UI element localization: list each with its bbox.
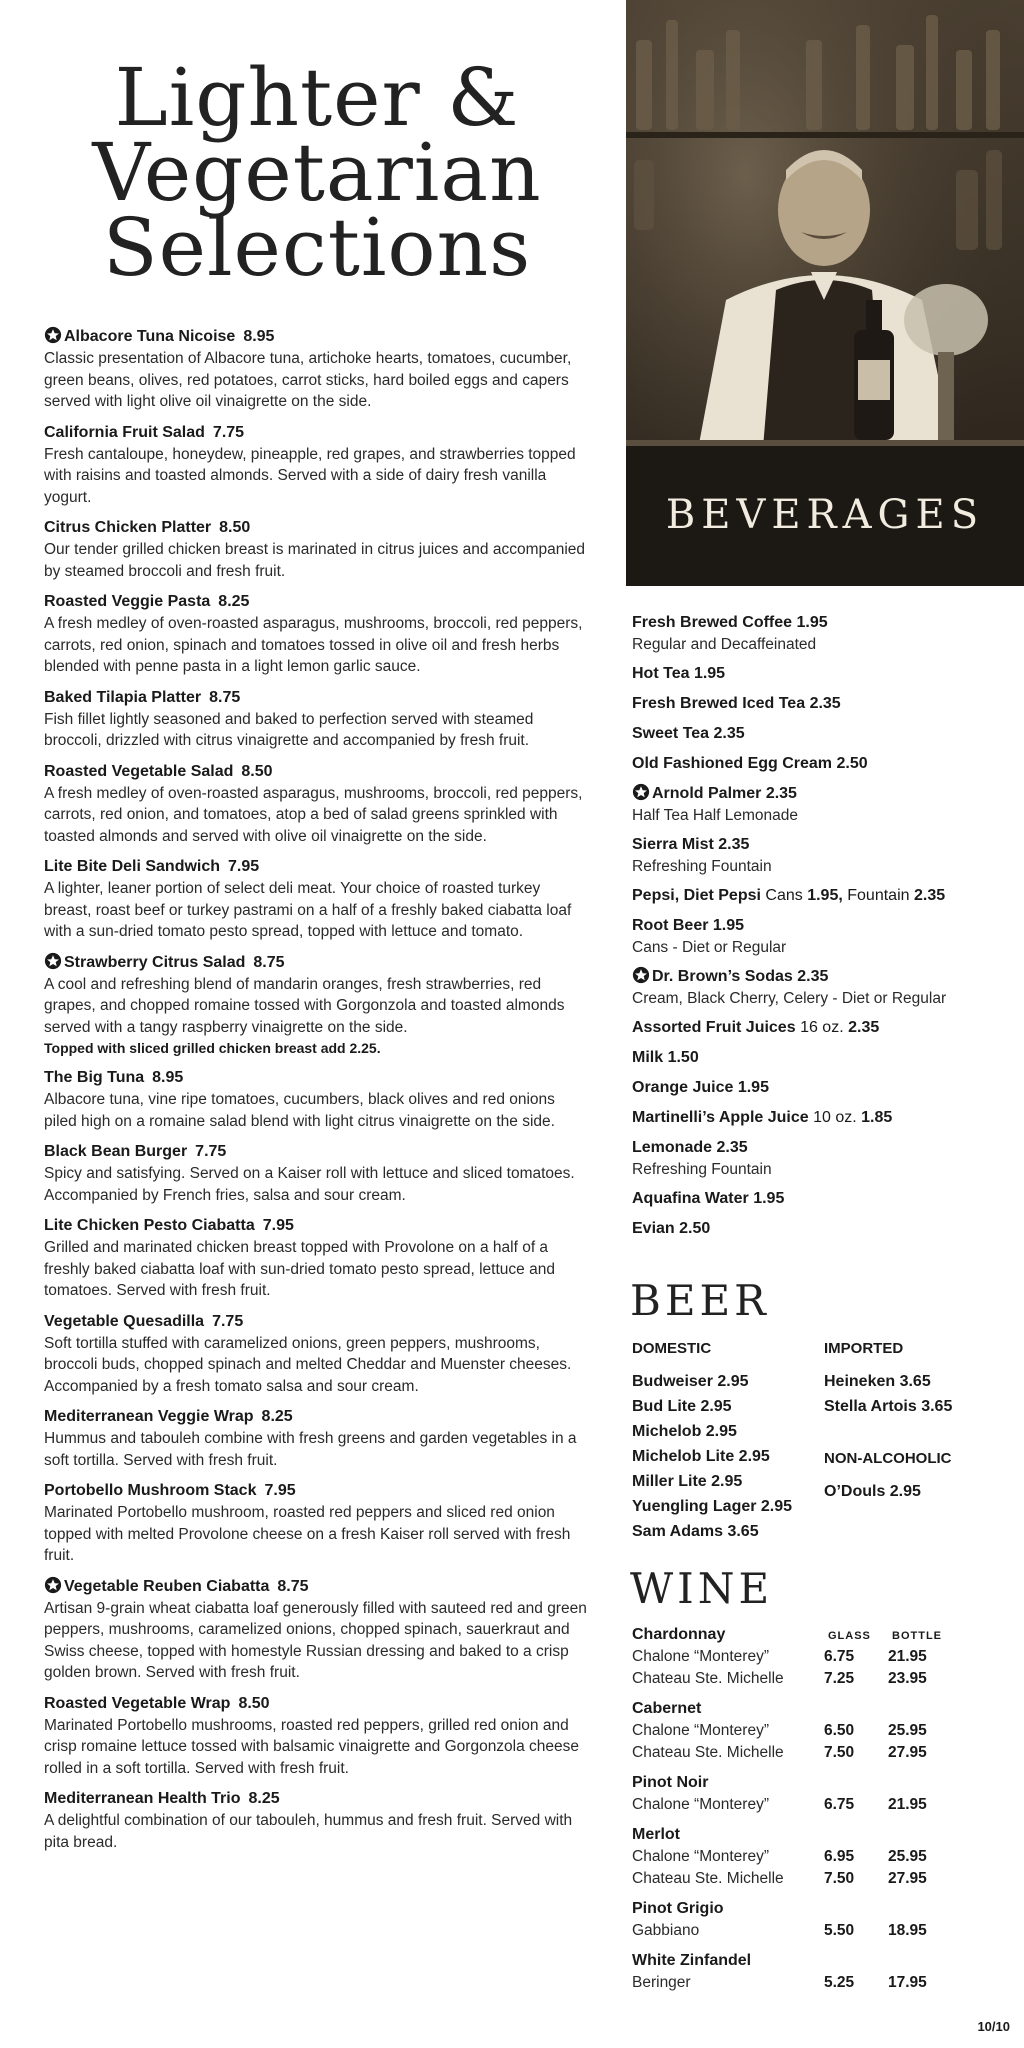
beverage-heading bbox=[632, 1107, 1022, 1129]
beverage-price: 1.95 bbox=[796, 614, 828, 631]
wine-bottle-heading: BOTTLE bbox=[892, 1630, 942, 1642]
menu-item bbox=[44, 687, 590, 752]
menu-item-name: Portobello Mushroom Stack bbox=[44, 1482, 257, 1499]
beverage-subtitle: Half Tea Half Lemonade bbox=[632, 807, 799, 824]
menu-item-description: A delightful combination of our tabouleh, hummus and fresh fruit. Served with pita bread. bbox=[44, 1812, 573, 1851]
menu-item-price: 8.75 bbox=[253, 953, 285, 971]
menu-item bbox=[44, 1311, 590, 1398]
menu-item bbox=[44, 761, 590, 848]
beer-item: Yuengling Lager 2.95 bbox=[632, 1498, 793, 1515]
wine-row bbox=[632, 1846, 1022, 1868]
bartender-photo bbox=[626, 0, 1024, 586]
menu-item-price: 8.25 bbox=[218, 593, 250, 610]
beverage-price: 2.35 bbox=[713, 725, 745, 742]
beverage-name: Arnold Palmer bbox=[652, 785, 762, 802]
wine-title: WINE bbox=[630, 1564, 774, 1613]
beverage-price: 1.85 bbox=[861, 1109, 893, 1126]
menu-item-name: Roasted Veggie Pasta bbox=[44, 593, 211, 610]
beer-item: Sam Adams 3.65 bbox=[632, 1523, 759, 1540]
menu-item-name: Roasted Vegetable Salad bbox=[44, 762, 234, 780]
wine-producer: Chalone “Monterey” bbox=[632, 1796, 769, 1813]
beverage-heading bbox=[632, 783, 1022, 805]
beverage-price: 2.35 bbox=[765, 785, 797, 802]
beverage-item bbox=[632, 1137, 1022, 1180]
beverage-heading bbox=[632, 753, 1022, 775]
menu-item-price: 7.95 bbox=[228, 858, 260, 875]
beverage-price: 1.95 bbox=[753, 1190, 785, 1207]
beverage-item bbox=[632, 966, 1022, 1009]
beverage-size-2: Fountain bbox=[847, 887, 910, 904]
menu-item-description: Soft tortilla stuffed with caramelized onions, green peppers, mushrooms, broccoli buds, chopped spinach and melted Cheddar and Muenster cheeses. Accompanied by a fresh tomato salsa and sour cream. bbox=[44, 1334, 572, 1395]
menu-item-description: Spicy and satisfying. Served on a Kaiser roll with lettuce and sliced tomatoes. Accompanied by French fries, salsa and sour cream. bbox=[44, 1165, 575, 1204]
wine-group bbox=[632, 1824, 1022, 1890]
beverage-name: Root Beer bbox=[632, 917, 709, 934]
menu-item-price: 8.95 bbox=[243, 328, 275, 345]
menu-item-price: 7.95 bbox=[264, 1482, 296, 1499]
wine-bottle-price: 25.95 bbox=[888, 1722, 927, 1739]
beverage-price-2: 2.35 bbox=[913, 887, 946, 904]
menu-item bbox=[44, 326, 590, 413]
menu-item-name: Roasted Vegetable Wrap bbox=[44, 1694, 231, 1712]
menu-item-heading bbox=[44, 591, 590, 613]
menu-item-description: Our tender grilled chicken breast is marinated in citrus juices and accompanied by steamed broccoli and fresh fruit. bbox=[44, 541, 586, 580]
beverage-price: 1.95 bbox=[737, 1079, 769, 1096]
menu-item-description: Marinated Portobello mushroom, roasted red peppers and sliced red onion topped with melted Provolone cheese on a fresh Kaiser roll served with fresh fruit. bbox=[44, 1504, 571, 1564]
beverages-list bbox=[632, 612, 1022, 1248]
wine-glass-price: 6.95 bbox=[824, 1848, 855, 1865]
beverage-name: Old Fashioned Egg Cream bbox=[632, 755, 833, 772]
menu-item-heading bbox=[44, 1141, 590, 1163]
wine-varietal: Chardonnay bbox=[632, 1626, 726, 1643]
wine-bottle-price: 23.95 bbox=[888, 1670, 927, 1687]
wine-varietal-row bbox=[632, 1772, 1022, 1794]
beverage-item bbox=[632, 885, 1022, 907]
wine-glass-price: 6.50 bbox=[824, 1722, 855, 1739]
beverage-item bbox=[632, 723, 1022, 745]
beverage-name: Milk bbox=[632, 1049, 664, 1066]
menu-item-description: A fresh medley of oven-roasted asparagus, mushrooms, broccoli, red peppers, carrots, red onion, spinach and tomatoes tossed in olive oil and fresh herbs blended with penne pasta in a light lemon garlic sauce. bbox=[44, 615, 583, 675]
wine-group bbox=[632, 1950, 1022, 1994]
beverage-item bbox=[632, 834, 1022, 877]
beverage-heading bbox=[632, 966, 1022, 988]
beer-item: Bud Lite 2.95 bbox=[632, 1398, 732, 1415]
page-title-text: Lighter & Vegetarian Selections bbox=[92, 51, 542, 294]
menu-item-name: Black Bean Burger bbox=[44, 1143, 188, 1160]
beverage-size: 10 oz. bbox=[813, 1109, 857, 1126]
menu-item-description: Albacore tuna, vine ripe tomatoes, cucumbers, black olives and red onions piled high on a romaine salad blend with light citrus vinaigrette on the side. bbox=[44, 1091, 555, 1130]
wine-bottle-price: 21.95 bbox=[888, 1796, 927, 1813]
beverage-item bbox=[632, 1047, 1022, 1069]
menu-item-name: Lite Chicken Pesto Ciabatta bbox=[44, 1217, 255, 1234]
menu-item-price: 7.75 bbox=[212, 423, 245, 441]
menu-item bbox=[44, 1693, 590, 1780]
wine-varietal-row bbox=[632, 1950, 1022, 1972]
wine-row bbox=[632, 1868, 1022, 1890]
beverage-subtitle: Cans - Diet or Regular bbox=[632, 939, 787, 956]
beer-imported-list bbox=[824, 1369, 952, 1419]
menu-item-price: 8.25 bbox=[261, 1408, 293, 1425]
page-title bbox=[44, 0, 590, 294]
beverage-heading bbox=[632, 915, 1022, 937]
menu-item-name: Mediterranean Veggie Wrap bbox=[44, 1408, 254, 1425]
menu-item-description: Grilled and marinated chicken breast topped with Provolone on a half of a freshly baked ciabatta loaf with sun-dried tomato pesto spread, lettuce and tomatoes. Served with fresh fruit. bbox=[44, 1239, 555, 1299]
wine-varietal-row bbox=[632, 1898, 1022, 1920]
beverage-name: Evian bbox=[632, 1220, 675, 1237]
wine-row bbox=[632, 1794, 1022, 1816]
menu-item-heading bbox=[44, 761, 590, 783]
wine-group bbox=[632, 1898, 1022, 1942]
menu-item-description: A fresh medley of oven-roasted asparagus, mushrooms, broccoli, red peppers, carrots, red onion, and tomatoes, atop a bed of salad greens sprinkled with toasted almonds and served with olive oil vinaigrette on the side. bbox=[44, 784, 583, 845]
beverage-price: 2.35 bbox=[716, 1139, 748, 1156]
menu-item-name: Vegetable Quesadilla bbox=[44, 1312, 205, 1330]
wine-bottle-price: 25.95 bbox=[888, 1848, 927, 1865]
beverage-size: 16 oz. bbox=[800, 1019, 844, 1036]
beverage-item bbox=[632, 1017, 1022, 1039]
menu-item-description: Artisan 9-grain wheat ciabatta loaf generously filled with sauteed red and green peppers, mushrooms, caramelized onions, chopped spinach, sauerkraut and Swiss cheese, topped with homestyle Russian dressing and baked to a crisp golden brown. Served with fresh fruit. bbox=[44, 1599, 587, 1681]
menu-item-price: 8.50 bbox=[219, 519, 251, 536]
wine-varietal: Merlot bbox=[632, 1826, 680, 1843]
beverage-item bbox=[632, 915, 1022, 958]
beer-item: Miller Lite 2.95 bbox=[632, 1473, 743, 1490]
beverage-name: Martinelli’s Apple Juice bbox=[632, 1109, 809, 1126]
beverage-name: Lemonade bbox=[632, 1139, 713, 1156]
beverage-subtitle: Refreshing Fountain bbox=[632, 1161, 772, 1178]
wine-varietal: Pinot Noir bbox=[632, 1774, 709, 1791]
beverage-price: 2.35 bbox=[848, 1019, 880, 1036]
beverage-price: 2.35 bbox=[797, 968, 829, 985]
wine-producer: Chateau Ste. Michelle bbox=[632, 1870, 784, 1887]
beverage-item bbox=[632, 1107, 1022, 1129]
menu-item-heading bbox=[44, 1311, 590, 1333]
wine-varietal-row bbox=[632, 1824, 1022, 1846]
star-icon bbox=[44, 952, 62, 970]
menu-item-heading bbox=[44, 326, 590, 348]
menu-item bbox=[44, 1215, 590, 1302]
menu-item bbox=[44, 1067, 590, 1132]
wine-glass-price: 7.50 bbox=[824, 1744, 855, 1761]
beverage-price: 1.95 bbox=[712, 917, 745, 934]
menu-item-price: 8.75 bbox=[277, 1577, 309, 1595]
menu-item bbox=[44, 952, 590, 1059]
beverage-price: 2.50 bbox=[836, 755, 868, 772]
menu-item-description: Hummus and tabouleh combine with fresh greens and garden vegetables in a soft tortilla. Served with fresh fruit. bbox=[44, 1430, 577, 1469]
beverage-price: 2.50 bbox=[679, 1220, 711, 1237]
beer-title: BEER bbox=[630, 1276, 770, 1325]
wine-varietal: Cabernet bbox=[632, 1700, 702, 1717]
wine-glass-price: 6.75 bbox=[824, 1648, 855, 1665]
menu-item-description: Fish fillet lightly seasoned and baked to perfection served with steamed broccoli, drizzled with citrus vinaigrette and accompanied by fresh fruit. bbox=[44, 710, 534, 749]
page-number: 10/10 bbox=[977, 2019, 1010, 2034]
beer-item: Heineken 3.65 bbox=[824, 1373, 931, 1390]
menu-item-name: Citrus Chicken Platter bbox=[44, 519, 212, 536]
menu-item bbox=[44, 1576, 590, 1684]
wine-varietal: White Zinfandel bbox=[632, 1952, 752, 1969]
menu-item-name: Albacore Tuna Nicoise bbox=[64, 328, 236, 345]
wine-group bbox=[632, 1624, 1022, 1690]
menu-item-heading bbox=[44, 1406, 590, 1428]
menu-list bbox=[44, 326, 590, 1862]
menu-item-price: 8.25 bbox=[248, 1790, 280, 1807]
beverage-subtitle: Cream, Black Cherry, Celery - Diet or Regular bbox=[632, 990, 947, 1007]
menu-item-name: Strawberry Citrus Salad bbox=[64, 953, 246, 971]
beverage-name: Hot Tea bbox=[632, 665, 690, 682]
wine-varietal: Pinot Grigio bbox=[632, 1900, 724, 1917]
beverage-heading bbox=[632, 1077, 1022, 1099]
wine-glass-price: 7.25 bbox=[824, 1670, 855, 1687]
star-icon bbox=[44, 326, 62, 344]
wine-row bbox=[632, 1720, 1022, 1742]
beverage-name: Dr. Brown’s Sodas bbox=[652, 968, 793, 985]
beverage-item bbox=[632, 612, 1022, 655]
beverage-name: Aquafina Water bbox=[632, 1190, 749, 1207]
wine-list bbox=[632, 1624, 1022, 2002]
beverage-heading bbox=[632, 1137, 1022, 1159]
beverage-heading bbox=[632, 723, 1022, 745]
beverage-price: 2.35 bbox=[718, 836, 750, 853]
wine-producer: Chalone “Monterey” bbox=[632, 1848, 769, 1865]
beverage-heading bbox=[632, 693, 1022, 715]
menu-item-name: Baked Tilapia Platter bbox=[44, 688, 202, 706]
menu-item-heading bbox=[44, 856, 590, 878]
wine-producer: Chateau Ste. Michelle bbox=[632, 1744, 784, 1761]
beverage-item bbox=[632, 663, 1022, 685]
menu-item bbox=[44, 856, 590, 943]
menu-item-price: 7.95 bbox=[262, 1217, 294, 1234]
beer-domestic-heading: DOMESTIC bbox=[632, 1340, 712, 1357]
beverage-heading bbox=[632, 885, 1022, 907]
beverage-item bbox=[632, 783, 1022, 826]
beverage-size: Cans bbox=[765, 887, 803, 904]
menu-item-heading bbox=[44, 1576, 590, 1598]
wine-producer: Beringer bbox=[632, 1974, 691, 1991]
wine-row bbox=[632, 1920, 1022, 1942]
beverage-name: Assorted Fruit Juices bbox=[632, 1019, 796, 1036]
menu-item-heading bbox=[44, 687, 590, 709]
wine-producer: Gabbiano bbox=[632, 1922, 700, 1939]
wine-row bbox=[632, 1668, 1022, 1690]
beverage-item bbox=[632, 1077, 1022, 1099]
beer-imported-heading: IMPORTED bbox=[824, 1340, 904, 1357]
menu-item-name: Mediterranean Health Trio bbox=[44, 1790, 241, 1807]
wine-glass-price: 5.50 bbox=[824, 1922, 855, 1939]
wine-varietal-row bbox=[632, 1624, 1022, 1646]
menu-item-heading bbox=[44, 1215, 590, 1237]
beverage-price: 1.50 bbox=[667, 1049, 699, 1066]
menu-item-name: Vegetable Reuben Ciabatta bbox=[64, 1577, 270, 1595]
menu-item-note: Topped with sliced grilled chicken breast add 2.25. bbox=[44, 1040, 381, 1056]
wine-row bbox=[632, 1646, 1022, 1668]
menu-item-heading bbox=[44, 952, 590, 974]
menu-item-price: 8.50 bbox=[238, 1694, 270, 1712]
menu-item bbox=[44, 1141, 590, 1206]
wine-producer: Chalone “Monterey” bbox=[632, 1722, 769, 1739]
wine-group bbox=[632, 1698, 1022, 1764]
beverage-name: Fresh Brewed Coffee bbox=[632, 614, 793, 631]
menu-item bbox=[44, 422, 590, 509]
wine-row bbox=[632, 1972, 1022, 1994]
menu-item-description: Fresh cantaloupe, honeydew, pineapple, red grapes, and strawberries topped with raisins and toasted almonds. Served with a side of dairy fresh vanilla yogurt. bbox=[44, 445, 576, 506]
beverage-subtitle: Refreshing Fountain bbox=[632, 858, 772, 875]
menu-item-description: A cool and refreshing blend of mandarin oranges, fresh strawberries, red grapes, and chopped romaine tossed with Gorgonzola and toasted almonds served with a tangy raspberry vinaigrette on the side. bbox=[44, 975, 565, 1036]
wine-producer: Chalone “Monterey” bbox=[632, 1648, 769, 1665]
menu-item bbox=[44, 517, 590, 582]
wine-glass-price: 5.25 bbox=[824, 1974, 855, 1991]
wine-row bbox=[632, 1742, 1022, 1764]
menu-item-name: California Fruit Salad bbox=[44, 423, 205, 441]
wine-bottle-price: 21.95 bbox=[888, 1648, 927, 1665]
wine-bottle-price: 18.95 bbox=[888, 1922, 927, 1939]
wine-group bbox=[632, 1772, 1022, 1816]
wine-bottle-price: 27.95 bbox=[888, 1870, 927, 1887]
beverage-heading bbox=[632, 663, 1022, 685]
beverage-price: 2.35 bbox=[809, 695, 841, 712]
menu-item-heading bbox=[44, 1693, 590, 1715]
menu-item-heading bbox=[44, 1788, 590, 1810]
lighter-selections-column bbox=[44, 0, 590, 1851]
star-icon bbox=[44, 1576, 62, 1594]
menu-item-price: 7.75 bbox=[195, 1143, 227, 1160]
beverage-subtitle: Regular and Decaffeinated bbox=[632, 636, 817, 653]
beverage-item bbox=[632, 693, 1022, 715]
beverage-name: Fresh Brewed Iced Tea bbox=[632, 695, 806, 712]
beer-nonalcoholic-list bbox=[824, 1479, 921, 1504]
menu-item bbox=[44, 1406, 590, 1471]
menu-item-price: 8.50 bbox=[241, 762, 273, 780]
beverage-heading bbox=[632, 1188, 1022, 1210]
menu-item-name: Lite Bite Deli Sandwich bbox=[44, 858, 221, 875]
wine-bottle-price: 27.95 bbox=[888, 1744, 927, 1761]
star-icon bbox=[632, 783, 650, 801]
beer-item: Budweiser 2.95 bbox=[632, 1373, 749, 1390]
beverage-name: Pepsi, Diet Pepsi bbox=[632, 887, 761, 904]
wine-glass-price: 6.75 bbox=[824, 1796, 855, 1813]
menu-item bbox=[44, 1788, 590, 1853]
menu-item-heading bbox=[44, 1067, 590, 1089]
beverage-item bbox=[632, 1218, 1022, 1240]
wine-glass-heading: GLASS bbox=[828, 1630, 871, 1642]
menu-item-price: 8.75 bbox=[209, 688, 241, 706]
beer-item: O’Douls 2.95 bbox=[824, 1483, 921, 1500]
beer-domestic-list bbox=[632, 1369, 792, 1544]
menu-item bbox=[44, 591, 590, 678]
menu-item-description: Classic presentation of Albacore tuna, artichoke hearts, tomatoes, cucumber, green beans, olives, red potatoes, carrot sticks, hard boiled eggs and capers served with light olive oil vinaigrette on the side. bbox=[44, 350, 572, 410]
beverage-price: 1.95, bbox=[807, 887, 843, 904]
beverage-heading bbox=[632, 834, 1022, 856]
beverage-name: Orange Juice bbox=[632, 1079, 734, 1096]
beverage-name: Sweet Tea bbox=[632, 725, 710, 742]
beverage-price: 1.95 bbox=[693, 665, 726, 682]
beverage-heading bbox=[632, 1218, 1022, 1240]
menu-item-description: Marinated Portobello mushrooms, roasted red peppers, grilled red onion and crisp romaine lettuce tossed with balsamic vinaigrette and Gorgonzola cheese rolled in a soft tortilla. Served with fresh fruit. bbox=[44, 1716, 580, 1777]
beer-nonalcoholic-heading: NON-ALCOHOLIC bbox=[824, 1450, 952, 1467]
beverage-item bbox=[632, 1188, 1022, 1210]
beverages-title: BEVERAGES bbox=[665, 492, 985, 538]
menu-item-name: The Big Tuna bbox=[44, 1069, 145, 1086]
beverage-name: Sierra Mist bbox=[632, 836, 714, 853]
beverage-heading bbox=[632, 612, 1022, 634]
menu-item-price: 7.75 bbox=[212, 1312, 244, 1330]
menu-item-heading bbox=[44, 422, 590, 444]
menu-item-price: 8.95 bbox=[152, 1069, 184, 1086]
beverage-heading bbox=[632, 1017, 1022, 1039]
beer-item: Stella Artois 3.65 bbox=[824, 1398, 953, 1415]
menu-item-heading bbox=[44, 1480, 590, 1502]
wine-glass-price: 7.50 bbox=[824, 1870, 855, 1887]
star-icon bbox=[632, 966, 650, 984]
beer-item: Michelob 2.95 bbox=[632, 1423, 737, 1440]
menu-item-heading bbox=[44, 517, 590, 539]
wine-producer: Chateau Ste. Michelle bbox=[632, 1670, 784, 1687]
beverage-item bbox=[632, 753, 1022, 775]
beverage-heading bbox=[632, 1047, 1022, 1069]
beer-item: Michelob Lite 2.95 bbox=[632, 1448, 770, 1465]
wine-varietal-row bbox=[632, 1698, 1022, 1720]
wine-bottle-price: 17.95 bbox=[888, 1974, 927, 1991]
menu-item-description: A lighter, leaner portion of select deli meat. Your choice of roasted turkey breast, roast beef or turkey pastrami on a half of a freshly baked ciabatta loaf with a sun-dried tomato pesto spread, topped with lettuce and tomato. bbox=[44, 880, 572, 940]
menu-item bbox=[44, 1480, 590, 1567]
